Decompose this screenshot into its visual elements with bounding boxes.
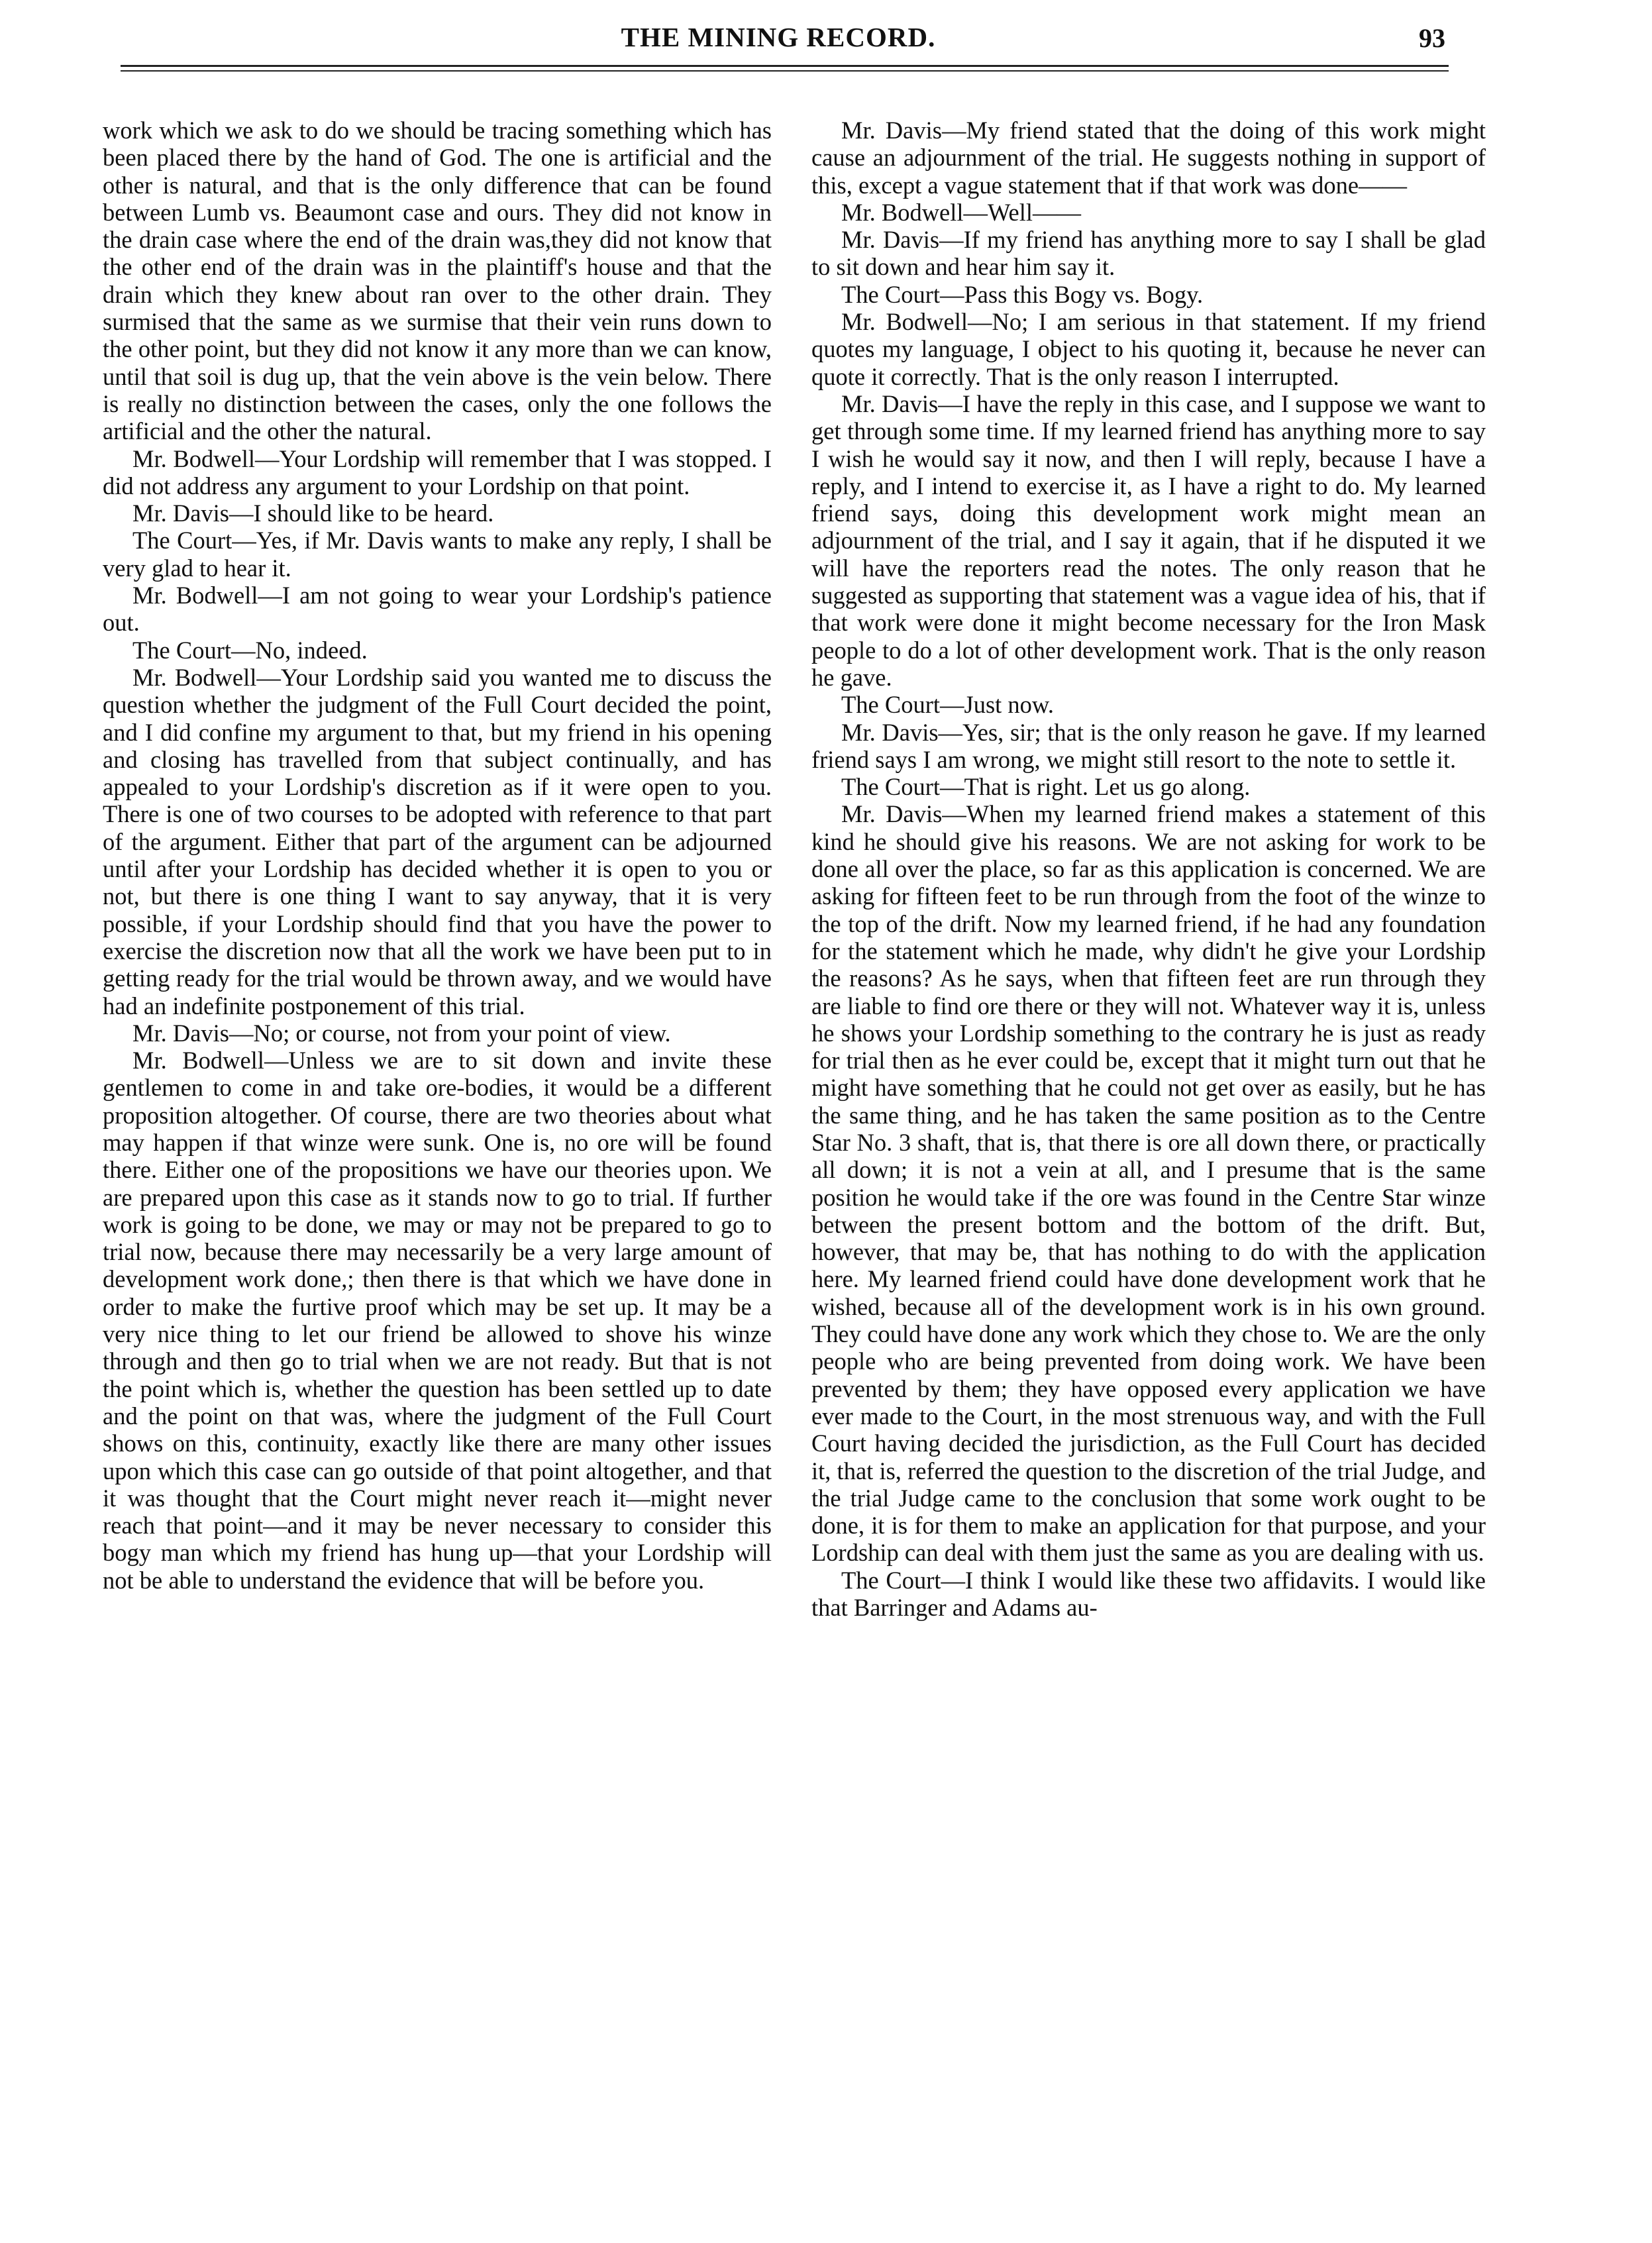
paragraph: Mr. Davis—If my friend has anything more to say I shall be glad to sit down and hear him say it. — [811, 226, 1486, 281]
paragraph: work which we ask to do we should be tracing something which has been placed there by the hand of God. The one is artificial and the other is natural, and that is the only difference that can be found between Lumb vs. Beaumont case and ours. They did not know in the drain case where the end of the drain was,they did not know that the other end of the drain was in the plaintiff's house and that the drain which they knew about ran over to the other drain. They surmised that the same as we surmise that their vein runs down to the other point, but they did not know it any more than we can know, until that soil is dug up, that the vein above is the vein below. There is really no distinction between the cases, only the one follows the artificial and the other the natural. — [103, 117, 772, 445]
paragraph: Mr. Bodwell—I am not going to wear your Lordship's patience out. — [103, 582, 772, 637]
paragraph: Mr. Bodwell—Well—— — [841, 198, 1082, 226]
header-rule — [121, 65, 1449, 67]
paragraph: Mr. Davis—When my learned friend makes a statement of this kind he should give his reasons. We are not asking for work to be done all over the place, so far as this application is concerned. We are asking for fifteen feet to be run through from the foot of the winze to the top of the drift. Now my learned friend, if he had any foundation for the statement which he made, why didn't he give your Lordship the reasons? As he says, when that fifteen feet are run through they are liable to find ore there or they will not. Whatever way it is, unless he shows your Lordship something to the contrary he is just as ready for trial then as he ever could be, except that it might turn out that he might have something that he could not get over as easily, but he has the same thing, and he has taken the same position as to the Centre Star No. 3 shaft, that is, that there is ore all down there, or practically all down; it is not a vein at all, and I presume that is the same position he would take if the ore was found in the Centre Star winze between the present bottom and the bottom of the drift. But, however, that may be, that has nothing to do with the application here. My learned friend could have done development work that he wished, because all of the development work is in his own ground. They could have done any work which they chose to. We are the only people who are being prevented from doing work. We have been prevented by them; they have opposed every application we have ever made to the Court, in the most strenuous way, and with the Full Court having decided the jurisdiction, as the Full Court has decided it, that is, referred the question to the discretion of the trial Judge, and the trial Judge came to the conclusion that some work ought to be done, it is for them to make an application for that purpose, and your Lordship can deal with them just the same as you are dealing with us. — [811, 800, 1486, 1567]
paragraph: The Court—I think I would like these two affidavits. I would like that Barringer and Adams au- — [811, 1566, 1486, 1622]
paragraph: The Court—That is right. Let us go along. — [841, 773, 1251, 801]
paragraph: The Court—Just now. — [841, 691, 1055, 719]
left-column — [103, 117, 772, 1594]
paragraph: Mr. Davis—No; or course, not from your point of view. — [132, 1019, 671, 1047]
header-rule-thin — [121, 70, 1449, 72]
paragraph: Mr. Davis—My friend stated that the doing of this work might cause an adjournment of the trial. He suggests nothing in support of this, except a vague statement that if that work was done—— — [811, 117, 1486, 199]
paragraph: The Court—Pass this Bogy vs. Bogy. — [841, 280, 1204, 308]
paragraph: Mr. Davis—I have the reply in this case, and I suppose we want to get through some time. If my learned friend has anything more to say I wish he would say it now, and then I will reply, because I have a reply, and I intend to exercise it, as I have a right to do. My learned friend says, doing this development work might mean an adjournment of the trial, and I say it again, that if he disputed it we will have the reporters read the notes. The only reason that he suggested as supporting that statement was a vague idea of his, that if that work were done it might become necessary for the Iron Mask people to do a lot of other development work. That is the only reason he gave. — [811, 390, 1486, 691]
paragraph: The Court—No, indeed. — [132, 636, 368, 664]
paragraph: Mr. Davis—I should like to be heard. — [132, 499, 494, 527]
paragraph: Mr. Davis—Yes, sir; that is the only reason he gave. If my learned friend says I am wrong, we might still resort to the note to settle it. — [811, 718, 1486, 773]
paragraph: Mr. Bodwell—No; I am serious in that statement. If my friend quotes my language, I object to his quoting it, because he never can quote it correctly. That is the only reason I interrupted. — [811, 308, 1486, 390]
paragraph: Mr. Bodwell—Your Lordship said you wanted me to discuss the question whether the judgment of the Full Court decided the point, and I did confine my argument to that, but my friend in his opening and closing has travelled from that subject continually, and has appealed to your Lordship's discretion as if it were open to you. There is one of two courses to be adopted with reference to that part of the argument. Either that part of the argument can be adjourned until after your Lordship has decided whether it is open to you or not, but there is one thing I want to say anyway, that it is very possible, if your Lordship should find that you have the power to exercise the discretion now that all the work we have been put to in getting ready for the trial would be thrown away, and we would have had an indefinite postponement of this trial. — [103, 663, 772, 1019]
paragraph: Mr. Bodwell—Your Lordship will remember that I was stopped. I did not address any argument to your Lordship on that point. — [103, 444, 772, 499]
page-number: 93 — [1419, 23, 1445, 53]
right-column — [811, 117, 1486, 1621]
page-header — [113, 21, 1444, 61]
paragraph: Mr. Bodwell—Unless we are to sit down and invite these gentlemen to come in and take ore-bodies, it would be a different proposition altogether. Of course, there are two theories about what may happen if that winze were sunk. One is, no ore will be found there. Either one of the propositions we have our theories upon. We are prepared upon this case as it stands now to go to trial. If further work is going to be done, we may or may not be prepared to go to trial now, because there may necessarily be a very large amount of development work done,; then there is that which we have done in order to make the furtive proof which may be set up. It may be a very nice thing to let our friend be allowed to shove his winze through and then go to trial when we are not ready. But that is not the point which is, whether the question has been settled up to date and the point on that was, where the judgment of the Full Court shows on this, continuity, exactly like there are many other issues upon which this case can go outside of that point altogether, and that it was thought that the Court might never reach it—might never reach that point—and it may be never necessary to consider this bogy man which my friend has hung up—that your Lordship will not be able to understand the evidence that will be before you. — [103, 1047, 772, 1594]
paragraph: The Court—Yes, if Mr. Davis wants to make any reply, I shall be very glad to hear it. — [103, 527, 772, 582]
journal-title: THE MINING RECORD. — [621, 22, 936, 52]
